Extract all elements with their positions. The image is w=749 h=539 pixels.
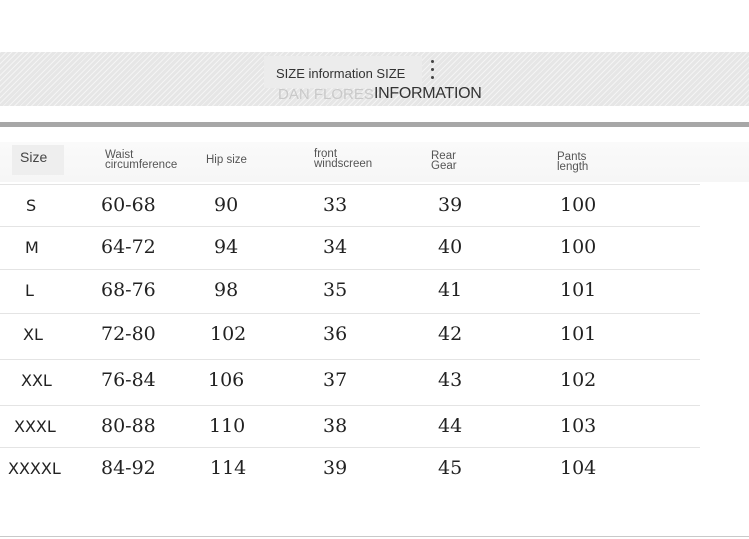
table-cell-rear: 43 bbox=[438, 369, 463, 391]
table-cell-hip: 102 bbox=[210, 323, 247, 345]
column-header-line: windscreen bbox=[314, 158, 373, 170]
table-cell-length: 102 bbox=[560, 369, 597, 391]
column-header bbox=[431, 151, 457, 171]
table-cell-rear: 42 bbox=[438, 323, 463, 345]
table-cell-front: 33 bbox=[323, 194, 348, 216]
table-cell-waist: 64-72 bbox=[101, 236, 156, 258]
table-cell-hip: 90 bbox=[214, 194, 239, 216]
table-cell-front: 35 bbox=[323, 279, 348, 301]
table-cell-hip: 106 bbox=[208, 369, 245, 391]
size-label: XXXL bbox=[14, 417, 56, 436]
table-cell-rear: 45 bbox=[438, 457, 463, 479]
table-cell-rear: 44 bbox=[438, 415, 463, 437]
row-divider bbox=[0, 405, 700, 406]
table-cell-length: 103 bbox=[560, 415, 597, 437]
column-header-line: Pants bbox=[557, 151, 587, 163]
table-cell-waist: 76-84 bbox=[101, 369, 156, 391]
table-cell-hip: 110 bbox=[209, 415, 246, 437]
table-cell-waist: 80-88 bbox=[101, 415, 156, 437]
column-header-line: Rear bbox=[431, 150, 456, 162]
size-label: S bbox=[26, 196, 37, 215]
table-cell-waist: 60-68 bbox=[101, 194, 156, 216]
table-cell-waist: 84-92 bbox=[101, 457, 156, 479]
size-label: M bbox=[25, 238, 39, 257]
column-header-line: front bbox=[314, 148, 338, 160]
column-header-line: Hip size bbox=[206, 154, 247, 166]
row-divider bbox=[0, 359, 700, 360]
size-label: XL bbox=[23, 325, 43, 344]
table-cell-rear: 39 bbox=[438, 194, 463, 216]
column-header bbox=[20, 149, 48, 165]
table-cell-length: 101 bbox=[560, 279, 597, 301]
banner-subtitle-faint: DAN FLORES bbox=[278, 86, 374, 103]
table-cell-hip: 98 bbox=[214, 279, 239, 301]
row-divider bbox=[0, 447, 700, 448]
column-header-line: Gear bbox=[431, 160, 457, 172]
banner-subtitle: INFORMATION bbox=[374, 85, 482, 102]
column-header bbox=[105, 150, 177, 170]
size-label: XXXXL bbox=[8, 459, 61, 478]
table-cell-waist: 72-80 bbox=[101, 323, 156, 345]
table-cell-front: 34 bbox=[323, 236, 348, 258]
size-label: XXL bbox=[21, 371, 52, 390]
divider bbox=[0, 122, 749, 127]
column-header-line: length bbox=[557, 161, 589, 173]
column-header bbox=[557, 152, 588, 172]
row-divider bbox=[0, 226, 700, 227]
table-cell-length: 100 bbox=[560, 194, 597, 216]
column-header-line: Waist bbox=[105, 149, 134, 161]
table-cell-front: 38 bbox=[323, 415, 348, 437]
table-cell-rear: 40 bbox=[438, 236, 463, 258]
table-cell-waist: 68-76 bbox=[101, 279, 156, 301]
size-label: L bbox=[25, 281, 34, 300]
table-cell-length: 100 bbox=[560, 236, 597, 258]
table-cell-hip: 114 bbox=[210, 457, 247, 479]
column-header bbox=[314, 149, 372, 169]
vertical-dots-icon bbox=[428, 60, 436, 79]
column-header-line: Size bbox=[20, 149, 48, 165]
column-header-line: circumference bbox=[105, 159, 178, 171]
table-cell-hip: 94 bbox=[214, 236, 239, 258]
row-divider bbox=[0, 184, 700, 185]
banner-title: SIZE information SIZE bbox=[276, 66, 406, 81]
table-cell-front: 37 bbox=[323, 369, 348, 391]
row-divider bbox=[0, 269, 700, 270]
table-cell-length: 101 bbox=[560, 323, 597, 345]
table-cell-length: 104 bbox=[560, 457, 597, 479]
table-cell-rear: 41 bbox=[438, 279, 463, 301]
table-cell-front: 36 bbox=[323, 323, 348, 345]
row-divider bbox=[0, 313, 700, 314]
table-cell-front: 39 bbox=[323, 457, 348, 479]
bottom-divider bbox=[0, 536, 749, 537]
column-header bbox=[206, 155, 247, 165]
